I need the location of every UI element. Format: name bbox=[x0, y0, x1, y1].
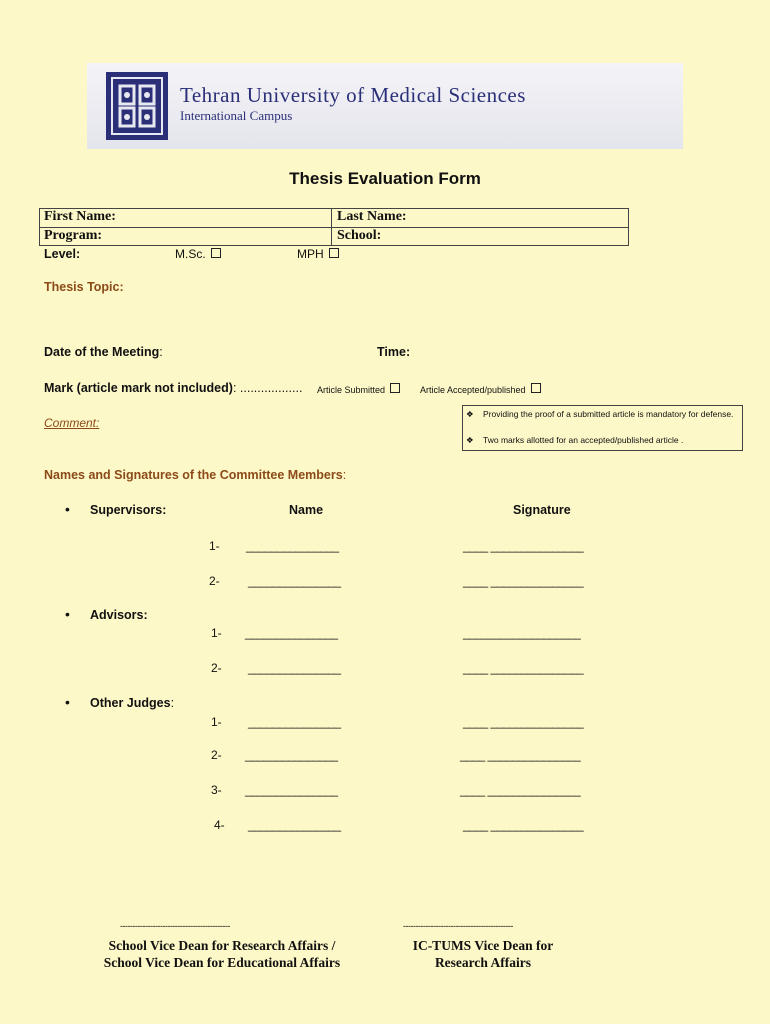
mark-label: Mark (article mark not included): .................. bbox=[44, 381, 303, 395]
signature-column-header: Signature bbox=[513, 503, 571, 517]
school-label: School: bbox=[337, 228, 382, 243]
signature-blank[interactable]: ____ _______________ bbox=[460, 783, 581, 797]
name-blank[interactable]: _______________ bbox=[245, 748, 338, 762]
option-label: Article Submitted bbox=[317, 385, 386, 395]
note-item: ❖ Providing the proof of a submitted article is mandatory for defense. bbox=[466, 409, 734, 419]
name-blank[interactable]: _______________ bbox=[245, 783, 338, 797]
name-blank[interactable]: _______________ bbox=[246, 539, 339, 553]
advisors-label: Advisors: bbox=[90, 608, 148, 622]
thesis-topic-label: Thesis Topic: bbox=[44, 280, 124, 294]
signatory-left-line2: School Vice Dean for Educational Affairs bbox=[103, 955, 341, 970]
signature-blank[interactable]: ____ _______________ bbox=[463, 574, 584, 588]
checkbox[interactable] bbox=[211, 248, 221, 258]
diamond-bullet-icon: ❖ bbox=[466, 435, 474, 445]
signature-line-left[interactable]: -------------------------------------------- bbox=[120, 921, 230, 931]
table-divider bbox=[40, 227, 628, 228]
signature-line-right[interactable]: -------------------------------------------- bbox=[403, 921, 513, 931]
name-blank[interactable]: _______________ bbox=[248, 715, 341, 729]
level-option-mph[interactable] bbox=[297, 247, 339, 261]
comment-label: Comment: bbox=[44, 416, 100, 430]
row-number: 4- bbox=[214, 818, 225, 832]
first-name-label: First Name: bbox=[44, 209, 116, 224]
checkbox[interactable] bbox=[329, 248, 339, 258]
option-label: Article Accepted/published bbox=[420, 385, 526, 395]
signatory-right-line1: IC-TUMS Vice Dean for bbox=[412, 938, 554, 953]
time-label: Time: bbox=[377, 345, 411, 359]
name-blank[interactable]: _______________ bbox=[245, 626, 338, 640]
row-number: 1- bbox=[209, 539, 220, 553]
university-logo bbox=[106, 72, 168, 140]
name-blank[interactable]: _______________ bbox=[248, 818, 341, 832]
signature-blank[interactable]: ____ _______________ bbox=[463, 818, 584, 832]
signatory-right-line2: Research Affairs bbox=[434, 955, 532, 970]
row-number: 3- bbox=[211, 783, 222, 797]
meeting-date-label: Date of the Meeting: bbox=[44, 345, 163, 359]
university-name: Tehran University of Medical Sciences bbox=[180, 83, 526, 107]
level-label: Level: bbox=[44, 247, 81, 261]
level-option-msc[interactable] bbox=[175, 247, 221, 261]
level-option-label: MPH bbox=[297, 247, 324, 261]
checkbox[interactable] bbox=[531, 383, 541, 393]
student-info-table bbox=[39, 208, 629, 246]
signature-blank[interactable]: ____ _______________ bbox=[463, 715, 584, 729]
program-label: Program: bbox=[44, 228, 103, 243]
article-submitted-option[interactable] bbox=[317, 383, 400, 395]
bullet-icon: • bbox=[65, 606, 70, 622]
name-blank[interactable]: _______________ bbox=[248, 661, 341, 675]
row-number: 2- bbox=[209, 574, 220, 588]
signature-blank[interactable]: ___________________ bbox=[463, 626, 581, 640]
notes-box bbox=[462, 405, 743, 451]
row-number: 2- bbox=[211, 748, 222, 762]
row-number: 1- bbox=[211, 626, 222, 640]
bullet-icon: • bbox=[65, 694, 70, 710]
signatory-left-line1: School Vice Dean for Research Affairs / bbox=[108, 938, 336, 953]
diamond-bullet-icon: ❖ bbox=[466, 409, 474, 419]
name-blank[interactable]: _______________ bbox=[248, 574, 341, 588]
form-title: Thesis Evaluation Form bbox=[289, 169, 481, 188]
level-option-label: M.Sc. bbox=[175, 247, 206, 261]
committee-heading: Names and Signatures of the Committee Members: bbox=[44, 468, 347, 482]
campus-name: International Campus bbox=[180, 108, 293, 123]
note-item: ❖ Two marks allotted for an accepted/published article . bbox=[466, 435, 684, 445]
bullet-icon: • bbox=[65, 501, 70, 517]
row-number: 1- bbox=[211, 715, 222, 729]
checkbox[interactable] bbox=[390, 383, 400, 393]
name-column-header: Name bbox=[289, 503, 324, 517]
other-judges-label: Other Judges: bbox=[90, 696, 175, 710]
article-accepted-option[interactable] bbox=[420, 383, 541, 395]
supervisors-label: Supervisors: bbox=[90, 503, 167, 517]
signature-blank[interactable]: ____ _______________ bbox=[460, 748, 581, 762]
row-number: 2- bbox=[211, 661, 222, 675]
signature-blank[interactable]: ____ _______________ bbox=[463, 661, 584, 675]
signature-blank[interactable]: ____ _______________ bbox=[463, 539, 584, 553]
last-name-label: Last Name: bbox=[337, 209, 407, 224]
university-banner bbox=[87, 63, 683, 149]
